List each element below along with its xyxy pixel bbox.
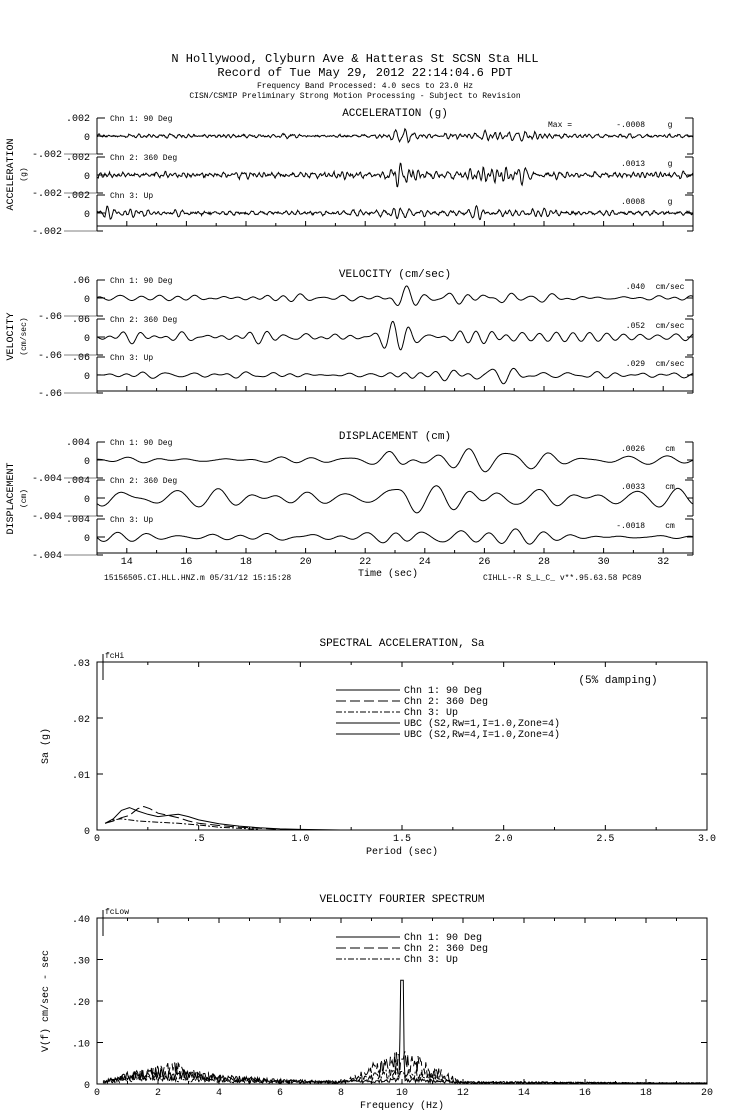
x-tick-label: 10 bbox=[395, 1088, 409, 1099]
y-tick-label: .004 bbox=[65, 515, 90, 526]
y-tick-label: .002 bbox=[65, 153, 90, 164]
waveform-trace bbox=[97, 486, 693, 513]
y-tick-label: -.06 bbox=[37, 312, 62, 323]
station-title: N Hollywood, Clyburn Ave & Hatteras St SCSN Sta HLL bbox=[171, 52, 539, 66]
x-axis-label: Frequency (Hz) bbox=[359, 1101, 445, 1112]
x-tick-label: 8 bbox=[337, 1088, 345, 1099]
x-tick-label: .5 bbox=[192, 834, 205, 845]
y-tick-label: 0 bbox=[83, 457, 90, 468]
legend-label: Chn 3: Up bbox=[404, 955, 459, 966]
x-tick-label: 14 bbox=[517, 1088, 531, 1099]
time-tick-label: 30 bbox=[597, 557, 610, 568]
y-tick-label: 0 bbox=[83, 210, 90, 221]
y-tick-label: .004 bbox=[65, 476, 90, 487]
channel-label: Chn 1: 90 Deg bbox=[110, 277, 173, 286]
channel-peak-value: -.0008 bbox=[616, 121, 645, 130]
panel-ylabel: VELOCITY bbox=[6, 312, 17, 361]
channel-peak-value: .052 bbox=[625, 322, 645, 331]
y-tick-label: .06 bbox=[71, 276, 90, 287]
x-tick-label: 1.5 bbox=[392, 834, 412, 845]
x-tick-label: 0 bbox=[93, 834, 101, 845]
y-tick-label: .06 bbox=[71, 315, 90, 326]
x-tick-label: 4 bbox=[215, 1088, 223, 1099]
spectrum-series-0 bbox=[103, 980, 707, 1083]
waveform-trace bbox=[97, 163, 693, 186]
panel-yunit: (cm) bbox=[20, 488, 29, 509]
x-tick-label: 12 bbox=[456, 1088, 470, 1099]
y-tick-label: .30 bbox=[71, 956, 90, 968]
channel-peak-unit: g bbox=[667, 160, 673, 169]
legend-label: Chn 1: 90 Deg bbox=[404, 933, 483, 944]
y-tick-label: 0 bbox=[83, 295, 90, 306]
x-tick-label: 2.0 bbox=[494, 834, 513, 845]
panel-yunit: (cm/sec) bbox=[20, 317, 29, 356]
panel-title: DISPLACEMENT (cm) bbox=[338, 431, 452, 443]
y-tick-label: .02 bbox=[71, 715, 90, 726]
channel-peak-value: .0026 bbox=[620, 445, 645, 454]
y-tick-label: .002 bbox=[65, 114, 90, 125]
frequency-band: Frequency Band Processed: 4.0 secs to 23.0 Hz bbox=[256, 82, 474, 91]
channel-peak-unit: cm/sec bbox=[655, 322, 685, 331]
channel-peak-unit: cm bbox=[665, 445, 675, 454]
y-tick-label: -.002 bbox=[31, 189, 62, 200]
x-tick-label: 2.5 bbox=[596, 834, 615, 845]
panel-ylabel: ACCELERATION bbox=[6, 138, 17, 211]
spectrum-series-0 bbox=[105, 808, 341, 830]
channel-label: Chn 3: Up bbox=[110, 192, 154, 201]
time-tick-label: 32 bbox=[657, 557, 670, 568]
channel-peak-value: .0033 bbox=[620, 483, 645, 492]
channel-label: Chn 2: 360 Deg bbox=[110, 316, 178, 325]
channel-label: Chn 3: Up bbox=[110, 516, 154, 525]
y-tick-label: .40 bbox=[71, 915, 90, 926]
y-tick-label: 0 bbox=[83, 1081, 90, 1092]
cutoff-marker-label: fcLow bbox=[105, 908, 130, 917]
channel-peak-unit: cm/sec bbox=[655, 283, 685, 292]
time-tick-label: 22 bbox=[359, 557, 372, 568]
x-tick-label: 18 bbox=[639, 1088, 653, 1099]
plot-frame bbox=[97, 662, 707, 830]
y-tick-label: .01 bbox=[71, 771, 90, 782]
y-tick-label: -.004 bbox=[31, 551, 62, 562]
y-tick-label: 0 bbox=[83, 534, 90, 545]
legend-label: Chn 3: Up bbox=[404, 708, 459, 719]
spectrum-series-2 bbox=[105, 819, 260, 830]
channel-peak-unit: g bbox=[667, 198, 673, 207]
x-tick-label: 6 bbox=[276, 1088, 284, 1099]
channel-label: Chn 1: 90 Deg bbox=[110, 439, 173, 448]
channel-label: Chn 3: Up bbox=[110, 354, 154, 363]
damping-note: (5% damping) bbox=[578, 675, 658, 687]
channel-peak-value: .0008 bbox=[620, 198, 645, 207]
waveform-trace bbox=[97, 286, 693, 306]
y-tick-label: -.002 bbox=[31, 150, 62, 161]
time-tick-label: 28 bbox=[537, 557, 551, 568]
waveform-trace bbox=[97, 529, 693, 544]
y-axis-label: Sa (g) bbox=[41, 727, 52, 765]
y-tick-label: .10 bbox=[71, 1039, 90, 1051]
spectrum-title: VELOCITY FOURIER SPECTRUM bbox=[319, 894, 485, 906]
y-tick-label: .20 bbox=[71, 998, 90, 1009]
y-tick-label: -.004 bbox=[31, 474, 62, 485]
y-tick-label: -.06 bbox=[37, 389, 62, 400]
y-tick-label: 0 bbox=[83, 372, 90, 383]
y-tick-label: 0 bbox=[83, 334, 90, 345]
channel-peak-unit: cm/sec bbox=[655, 360, 685, 369]
x-tick-label: 20 bbox=[700, 1088, 714, 1099]
x-tick-label: 16 bbox=[578, 1088, 592, 1099]
time-axis-label: Time (sec) bbox=[357, 569, 419, 580]
time-tick-label: 16 bbox=[180, 557, 193, 568]
waveform-trace bbox=[97, 321, 693, 349]
y-tick-label: .004 bbox=[65, 438, 90, 449]
legend-label: Chn 2: 360 Deg bbox=[404, 697, 489, 708]
y-tick-label: 0 bbox=[83, 495, 90, 506]
channel-peak-value: .040 bbox=[625, 283, 645, 292]
spectrum-title: SPECTRAL ACCELERATION, Sa bbox=[319, 638, 485, 650]
y-tick-label: 0 bbox=[83, 133, 90, 144]
record-time: Record of Tue May 29, 2012 22:14:04.6 PDT bbox=[217, 66, 513, 80]
channel-peak-unit: cm bbox=[665, 483, 675, 492]
panel-yunit: (g) bbox=[20, 167, 29, 182]
legend-label: Chn 1: 90 Deg bbox=[404, 686, 483, 697]
channel-peak-value: .029 bbox=[625, 360, 645, 369]
time-tick-label: 14 bbox=[120, 557, 133, 568]
waveform-trace bbox=[97, 449, 693, 472]
x-tick-label: 0 bbox=[93, 1088, 101, 1099]
y-tick-label: 0 bbox=[83, 172, 90, 183]
legend-label: UBC (S2,Rw=1,I=1.0,Zone=4) bbox=[404, 719, 561, 730]
footer-file-info: 15156505.CI.HLL.HNZ.m 05/31/12 15:15:28 bbox=[104, 574, 292, 583]
waveform-trace bbox=[97, 368, 693, 383]
y-tick-label: .002 bbox=[65, 191, 90, 202]
panel-title: VELOCITY (cm/sec) bbox=[338, 269, 452, 281]
channel-peak-value: .0013 bbox=[620, 160, 645, 169]
waveform-trace bbox=[97, 206, 693, 220]
time-tick-label: 24 bbox=[418, 557, 431, 568]
legend-label: Chn 2: 360 Deg bbox=[404, 944, 489, 955]
y-axis-label: V(f) cm/sec - sec bbox=[41, 949, 52, 1053]
y-tick-label: 0 bbox=[83, 827, 90, 838]
max-prefix: Max = bbox=[547, 121, 572, 130]
x-tick-label: 3.0 bbox=[697, 834, 717, 845]
y-tick-label: -.002 bbox=[31, 227, 62, 238]
panel-title: ACCELERATION (g) bbox=[342, 108, 448, 120]
panel-ylabel: DISPLACEMENT bbox=[6, 462, 17, 535]
channel-peak-unit: cm bbox=[665, 522, 675, 531]
legend-label: UBC (S2,Rw=4,I=1.0,Zone=4) bbox=[404, 730, 561, 741]
channel-label: Chn 2: 360 Deg bbox=[110, 477, 178, 486]
time-tick-label: 18 bbox=[239, 557, 253, 568]
y-tick-label: -.06 bbox=[37, 351, 62, 362]
x-axis-label: Period (sec) bbox=[365, 847, 439, 858]
footer-station-info: CIHLL--R S_L_C_ v**.95.63.58 PC89 bbox=[483, 574, 642, 583]
cutoff-marker-label: fcHi bbox=[105, 652, 125, 661]
x-tick-label: 1.0 bbox=[291, 834, 310, 845]
x-tick-label: 2 bbox=[154, 1088, 162, 1099]
y-tick-label: -.004 bbox=[31, 512, 62, 523]
processing-note: CISN/CSMIP Preliminary Strong Motion Processing - Subject to Revision bbox=[189, 92, 521, 101]
channel-peak-unit: g bbox=[667, 121, 673, 130]
channel-label: Chn 1: 90 Deg bbox=[110, 115, 173, 124]
time-tick-label: 26 bbox=[478, 557, 491, 568]
channel-label: Chn 2: 360 Deg bbox=[110, 154, 178, 163]
waveform-trace bbox=[97, 129, 693, 143]
y-tick-label: .03 bbox=[71, 659, 90, 670]
channel-peak-value: -.0018 bbox=[616, 522, 645, 531]
y-tick-label: .06 bbox=[71, 353, 90, 364]
time-tick-label: 20 bbox=[299, 557, 312, 568]
